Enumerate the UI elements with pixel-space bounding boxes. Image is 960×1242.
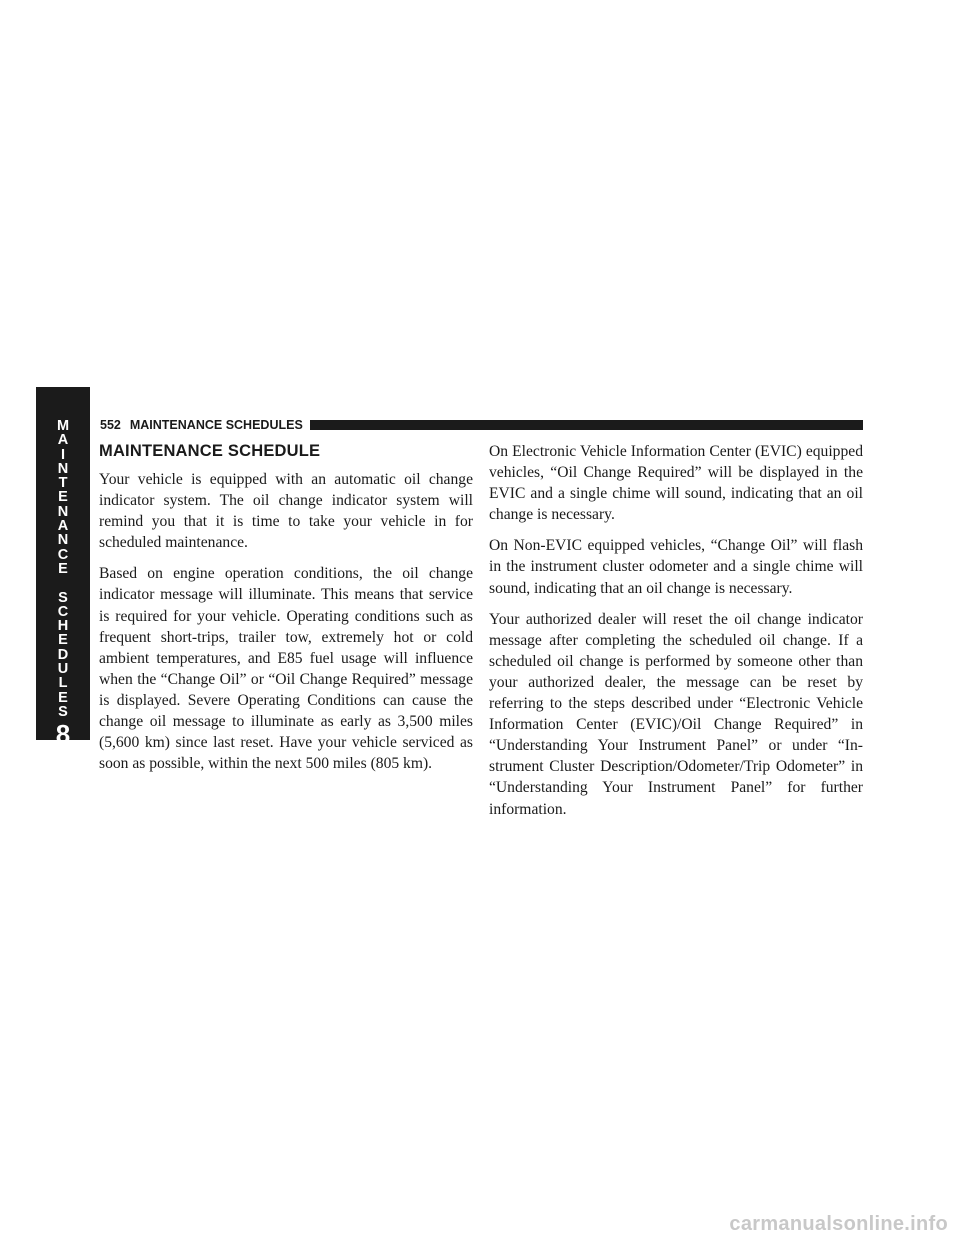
tab-letter: M bbox=[56, 418, 70, 434]
paragraph: Your authorized dealer will reset the oil change indicator message after completing the scheduled oil change. If a scheduled oil change is performed by someone other than your authorized dealer, the message can be reset by referring to the steps described under “Electronic Vehicle Information Center (EVIC)/Oil Change Required” in “Understanding Your Instrument Panel” or under “Instrument Cluster Description/Odometer/Trip Odometer” in “Understanding Your Instrument Panel” for further information. bbox=[489, 610, 863, 818]
page-header bbox=[100, 419, 863, 431]
tab-letter: D bbox=[57, 646, 69, 663]
chapter-tab-letters bbox=[57, 419, 69, 719]
left-column bbox=[99, 440, 473, 784]
paragraph: On Non-EVIC equipped vehicles, “Change Oil” will flash in the instrument cluster odometer and a single chime will sound, indicating that an oil change is necessary. bbox=[489, 537, 863, 597]
page-number: 552 bbox=[100, 418, 121, 432]
watermark: carmanualsonline.info bbox=[729, 1213, 948, 1235]
paragraph: Based on engine operation conditions, the oil change indicator message will illuminate. This means that service is required for your vehicle. Operating conditions such as frequent short-trips, trailer tow, extremely hot or cold ambient temperatures, and E85 fuel usage will influence when the “Change Oil” or “Oil Change Required” message is displayed. Severe Operating Conditions can cause the change oil message to illuminate as early as 3,500 miles (5,600 km) since last reset. Have your vehicle serviced as soon as possible, within the next 500 miles (805 km). bbox=[99, 565, 473, 773]
tab-letter: A bbox=[57, 432, 69, 449]
tab-letter: L bbox=[58, 675, 68, 692]
paragraph: Your vehicle is equipped with an automatic oil change indicator system. The oil change indicator system will remind you that it is time to take your vehicle in for scheduled maintenance. bbox=[99, 471, 473, 552]
tab-letter: E bbox=[58, 560, 68, 577]
tab-letter: H bbox=[57, 618, 69, 635]
tab-letter: C bbox=[57, 603, 69, 620]
tab-letter: T bbox=[58, 475, 68, 492]
tab-letter: E bbox=[58, 689, 68, 706]
paragraph: On Electronic Vehicle Information Center (EVIC) equipped vehicles, “Oil Change Required” will be displayed in the EVIC and a single chime will sound, indicating that an oil change is necessary. bbox=[489, 443, 863, 524]
tab-letter: S bbox=[58, 589, 68, 606]
tab-letter: U bbox=[57, 661, 69, 678]
tab-letter: C bbox=[57, 546, 69, 563]
tab-letter: E bbox=[58, 489, 68, 506]
right-column bbox=[489, 441, 863, 830]
tab-letter-gap bbox=[57, 576, 69, 590]
tab-letter: N bbox=[57, 503, 69, 520]
running-title: MAINTENANCE SCHEDULES bbox=[129, 418, 303, 432]
section-heading: MAINTENANCE SCHEDULE bbox=[99, 442, 321, 460]
tab-letter: N bbox=[57, 532, 69, 549]
tab-letter: N bbox=[57, 460, 69, 477]
tab-letter: S bbox=[58, 703, 68, 720]
tab-letter: E bbox=[58, 632, 68, 649]
chapter-number: 8 bbox=[55, 719, 71, 750]
tab-letter: A bbox=[57, 518, 69, 535]
chapter-side-tab bbox=[36, 387, 90, 750]
header-rule bbox=[310, 420, 863, 430]
tab-letter: I bbox=[60, 446, 66, 463]
